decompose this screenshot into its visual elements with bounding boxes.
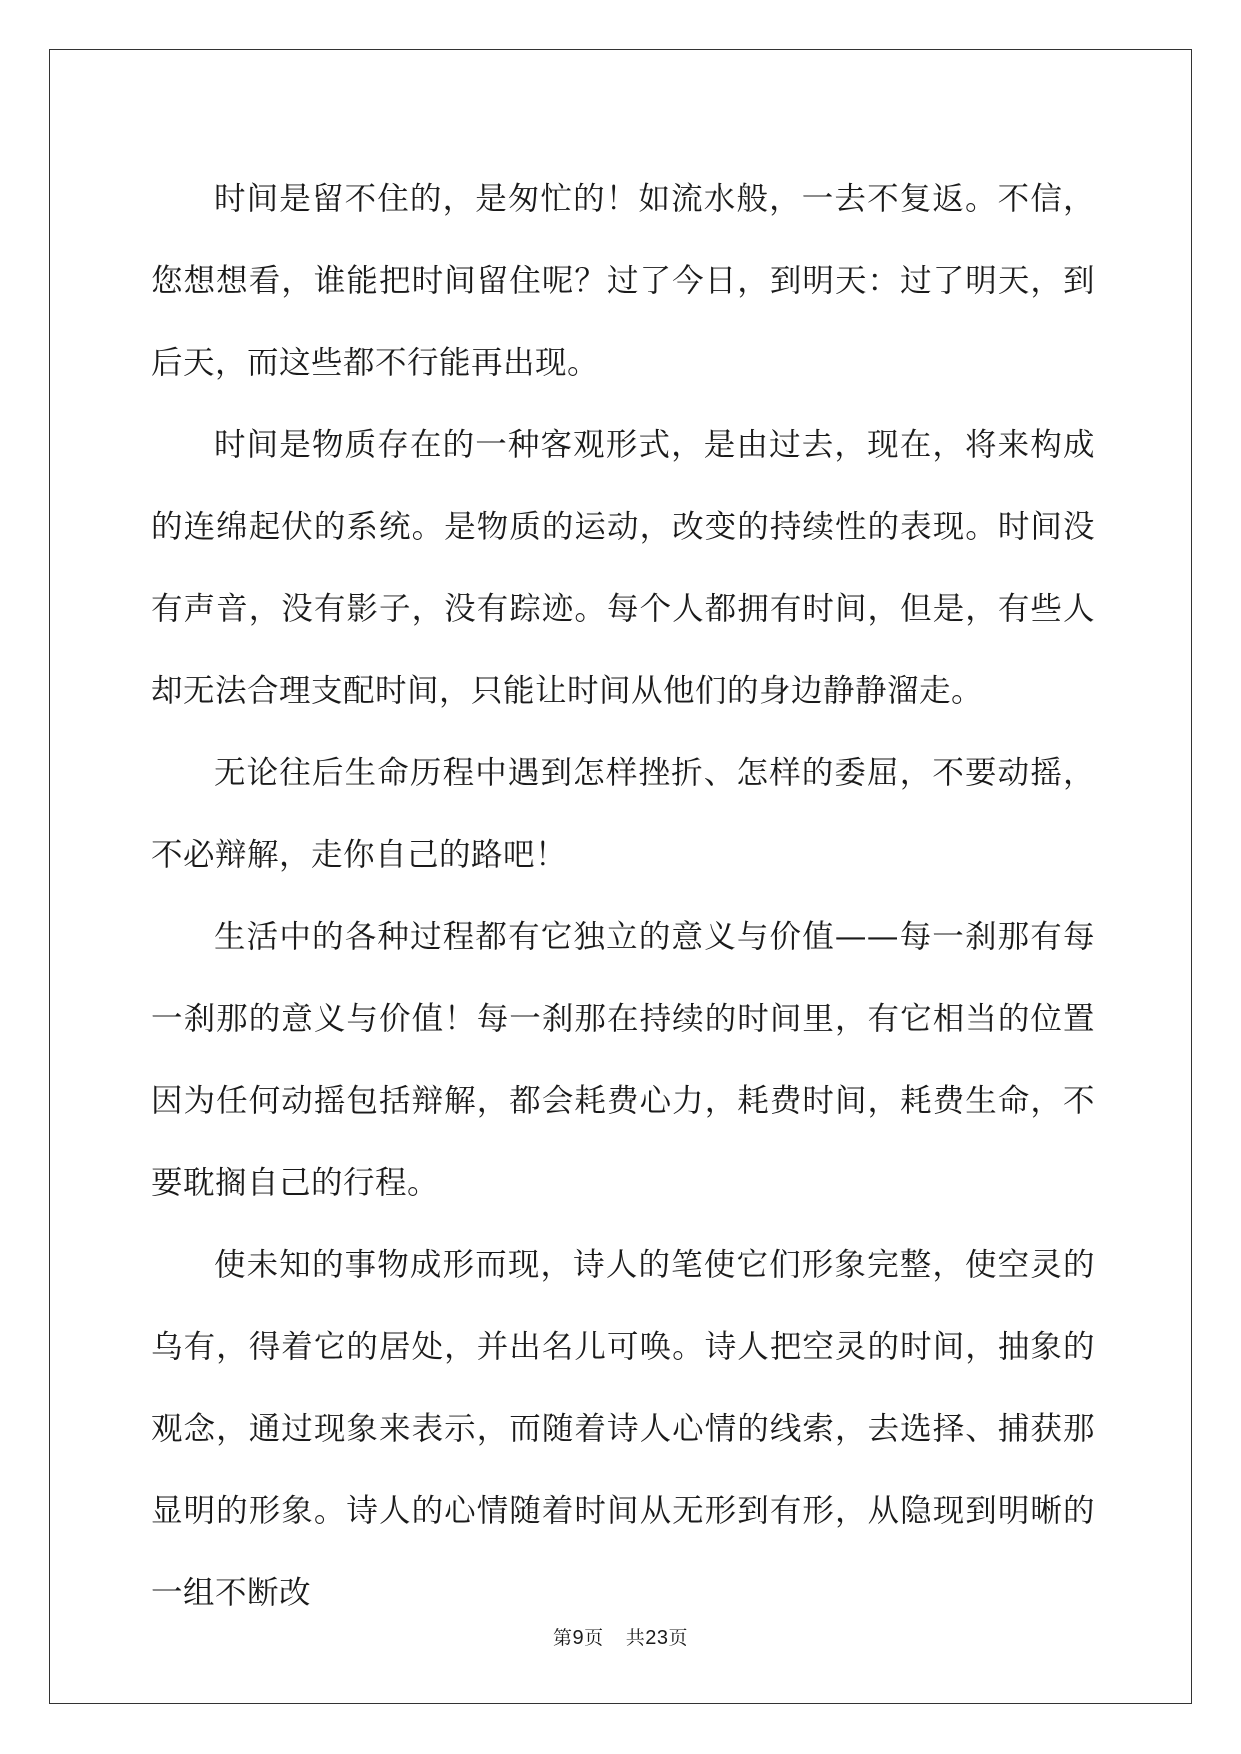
paragraph bbox=[151, 1224, 1095, 1634]
paragraph-text: 无论往后生命历程中遇到怎样挫折、怎样的委屈，不要动摇，不必辩解，走你自己的路吧！ bbox=[151, 755, 1095, 873]
document-body bbox=[151, 158, 1095, 1634]
total-page-count: 23 bbox=[645, 1627, 669, 1649]
current-page-number: 9 bbox=[572, 1627, 585, 1649]
paragraph-text: 生活中的各种过程都有它独立的意义与价值——每一刹那有每一刹那的意义与价值！每一刹那在持续的时间里，有它相当的位置因为任何动摇包括辩解，都会耗费心力，耗费时间，耗费生命，不要耽搁自己的行程。 bbox=[151, 919, 1095, 1201]
page-footer bbox=[0, 1623, 1241, 1650]
footer-total-suffix: 页 bbox=[668, 1627, 688, 1649]
paragraph-text: 时间是留不住的，是匆忙的！如流水般，一去不复返。不信，您想想看，谁能把时间留住呢？过了今日，到明天：过了明天，到后天，而这些都不行能再出现。 bbox=[151, 181, 1095, 381]
footer-prefix: 第 bbox=[553, 1627, 573, 1649]
footer-page-suffix: 页 bbox=[584, 1627, 604, 1649]
paragraph bbox=[151, 732, 1095, 896]
paragraph-text: 时间是物质存在的一种客观形式，是由过去，现在，将来构成的连绵起伏的系统。是物质的运动，改变的持续性的表现。时间没有声音，没有影子，没有踪迹。每个人都拥有时间，但是，有些人却无法合理支配时间，只能让时间从他们的身边静静溜走。 bbox=[151, 427, 1095, 709]
paragraph-text: 使未知的事物成形而现，诗人的笔使它们形象完整，使空灵的乌有，得着它的居处，并出名儿可唤。诗人把空灵的时间，抽象的观念，通过现象来表示，而随着诗人心情的线索，去选择、捕获那显明的形象。诗人的心情随着时间从无形到有形，从隐现到明晰的一组不断改 bbox=[151, 1247, 1095, 1611]
paragraph bbox=[151, 158, 1095, 404]
footer-total-prefix: 共 bbox=[625, 1627, 646, 1649]
paragraph bbox=[151, 896, 1095, 1224]
paragraph bbox=[151, 404, 1095, 732]
